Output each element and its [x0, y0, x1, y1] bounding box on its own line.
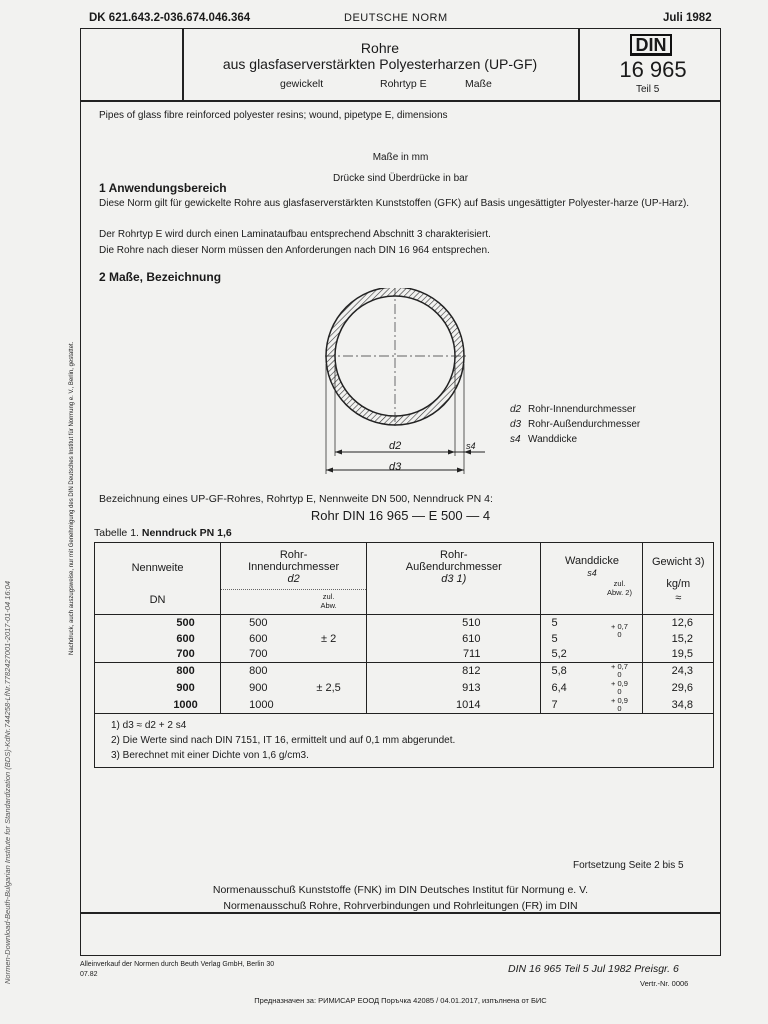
table-row: 700 700 711 5,2 19,5: [95, 647, 714, 663]
footnote-1: 1) d3 ≈ d2 + 2 s4: [111, 720, 187, 731]
table-row: 600 600 610 5 15,2: [95, 631, 714, 647]
section-1-para-2: Der Rohrtyp E wird durch einen Laminataufbau entsprechend Abschnitt 3 charakterisiert.: [99, 229, 491, 240]
section-1-para-3: Die Rohre nach dieser Norm müssen den Anforderungen nach DIN 16 964 entsprechen.: [99, 245, 490, 256]
footer-din-reference: DIN 16 965 Teil 5 Jul 1982 Preisgr. 6: [508, 963, 679, 975]
designation-intro: Bezeichnung eines UP-GF-Rohres, Rohrtyp E, Nennweite DN 500, Nenndruck PN 4:: [99, 493, 493, 505]
footnote-3: 3) Berechnet mit einer Dichte von 1,6 g/cm3.: [111, 750, 309, 761]
page-frame: [80, 28, 721, 956]
issue-date: Juli 1982: [663, 12, 712, 24]
title-bottom-rule: [80, 100, 721, 102]
legend-item: s4 Wanddicke: [510, 434, 578, 445]
title-line-2: aus glasfaserverstärkten Polyesterharzen (UP-GF): [222, 56, 538, 72]
din-logo: DIN: [630, 34, 672, 56]
title-line-1: Rohre: [360, 40, 400, 56]
table-row: 500 500 ± 2 510 5 + 0,7 0 12,6: [95, 615, 714, 631]
standard-type: DEUTSCHE NORM: [344, 12, 448, 24]
din-part: Teil 5: [636, 84, 660, 95]
english-title: Pipes of glass fibre reinforced polyester resins; wound, pipetype E, dimensions: [99, 110, 448, 121]
footer-vertr: Vertr.-Nr. 0006: [640, 979, 689, 988]
figure-legend: [510, 402, 640, 447]
footnote-2: 2) Die Werte sind nach DIN 7151, IT 16, ermittelt und auf 0,1 mm abgerundet.: [111, 735, 456, 746]
license-note: Предназначен за: РИМИСАР ЕООД Поръчка 42085 / 04.01.2017, изпълнена от БИС: [254, 996, 547, 1005]
header-outer-diameter: Rohr- Außendurchmesser d3 1): [367, 543, 541, 615]
legend-item: d2 Rohr-Innendurchmesser: [510, 404, 636, 415]
table-header-row: [95, 543, 714, 615]
header-weight: Gewicht 3) kg/m ≈: [651, 556, 705, 604]
designation-code: Rohr DIN 16 965 — E 500 — 4: [310, 508, 491, 523]
table-row: 1000 1000 1014 7 + 0,9 0 34,8: [95, 697, 714, 714]
table-row: 800 800 ± 2,5 812 5,8 + 0,7 0 24,3: [95, 663, 714, 680]
table-row: 900 900 913 6,4 + 0,9 0 29,6: [95, 680, 714, 697]
footer-publisher: Alleinverkauf der Normen durch Beuth Verlag GmbH, Berlin 30: [80, 961, 275, 968]
header-nominal-size: Nennweite DN: [95, 543, 221, 615]
title-divider-right: [578, 28, 580, 101]
title-sub-pipetype: Rohrtyp E: [380, 78, 427, 90]
dimension-table: [94, 542, 714, 768]
din-number: 16 965: [619, 57, 687, 82]
legend-item: d3 Rohr-Außendurchmesser: [510, 419, 641, 430]
label-s4: s4: [466, 441, 476, 451]
header-wall-thickness: Wanddicke s4 zul. Abw. 2): [541, 543, 643, 615]
download-side-note: Normen-Download-Beuth-Bulgarian Institute for Standardization (BDS)-KdNr.744258-LfNr.7782427001-2017-01-04 16:04: [3, 580, 12, 984]
footer-edition: 07.82: [80, 971, 98, 978]
label-d2: d2: [389, 440, 402, 452]
dk-number: DK 621.643.2-036.674.046.364: [89, 12, 251, 24]
header-inner-diameter: Rohr- Innendurchmesser d2 zul. Abw.: [221, 543, 367, 615]
copyright-side-note: Nachdruck, auch auszugsweise, nur mit Genehmigung des DIN Deutsches Institut für Normung e. V., Berlin, gestattet.: [69, 341, 75, 655]
committee-plastics: Normenausschuß Kunststoffe (FNK) im DIN Deutsches Institut für Normung e. V.: [212, 884, 589, 896]
label-d3: d3: [389, 461, 402, 473]
pressure-note: Drücke sind Überdrücke in bar: [332, 173, 469, 184]
committee-pipes: Normenausschuß Rohre, Rohrverbindungen und Rohrleitungen (FR) im DIN: [223, 900, 578, 912]
continuation-note: Fortsetzung Seite 2 bis 5: [573, 860, 684, 871]
units-note: Maße in mm: [372, 152, 429, 163]
footer-rule: [80, 912, 721, 914]
section-1-para-1: Diese Norm gilt für gewickelte Rohre aus glasfaserverstärkten Kunststoffen (GFK) auf Basis ungesättigter Polyester-harze (UP-Harz).: [99, 198, 690, 209]
section-1-heading: 1 Anwendungsbereich: [99, 181, 227, 195]
title-sub-dimensions: Maße: [465, 78, 492, 90]
section-2-heading: 2 Maße, Bezeichnung: [99, 270, 222, 284]
title-sub-wound: gewickelt: [280, 78, 324, 90]
table-caption: Tabelle 1. Nenndruck PN 1,6: [94, 527, 232, 539]
table-footnotes: [95, 714, 714, 768]
